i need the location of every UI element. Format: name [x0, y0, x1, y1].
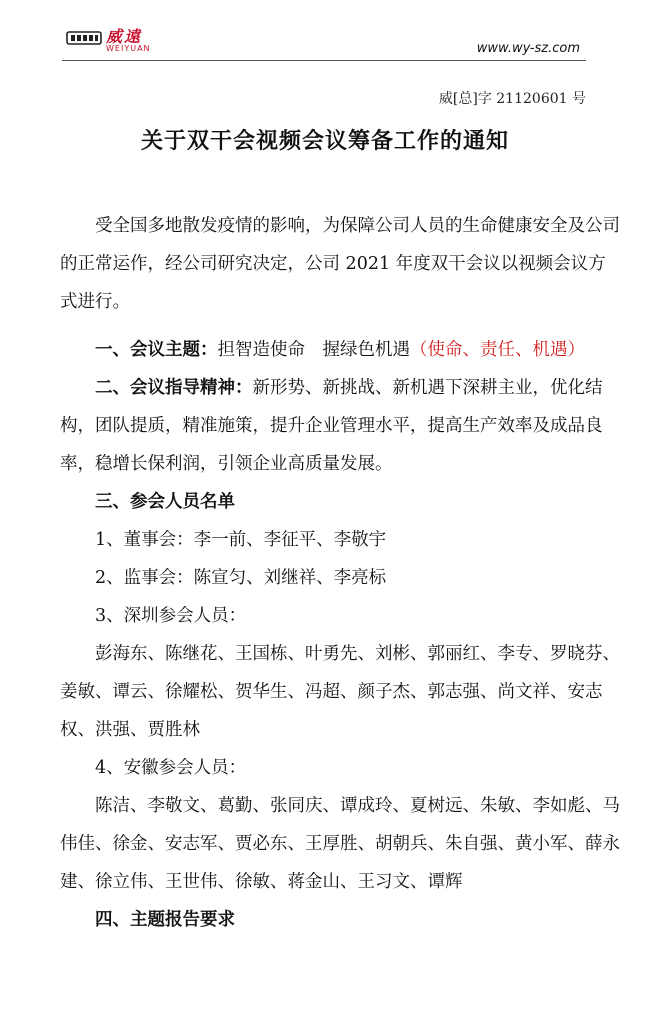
logo-chinese-text: 威遠 [106, 27, 143, 46]
section2-label: 二、会议指导精神： [95, 378, 253, 398]
supervisor-members: 2、监事会：陈宣匀、刘继祥、李亮标 [95, 568, 387, 588]
section4-heading: 四、主题报告要求 [95, 910, 235, 930]
header-divider [62, 60, 586, 61]
intro-paragraph: 受全国多地散发疫情的影响，为保障公司人员的生命健康安全及公司的正常运作，经公司研究决定，公司 2021 年度双干会议以视频会议方式进行。 [60, 216, 620, 312]
section-meeting-theme [60, 331, 620, 369]
weiyuan-logo-icon [66, 28, 102, 48]
logo-english-text: WEIYUAN [106, 44, 151, 53]
section1-text: 担智造使命 握绿色机遇 [217, 340, 410, 360]
anhui-label: 4、安徽参会人员： [95, 758, 247, 778]
anhui-names: 陈洁、李敬文、葛勤、张同庆、谭成玲、夏树远、朱敏、李如彪、马伟佳、徐金、安志军、贾必东、王厚胜、胡朝兵、朱自强、黄小军、薛永建、徐立伟、王世伟、徐敏、蒋金山、王习文、谭辉 [60, 796, 620, 892]
website-url: www.wy-sz.com [476, 41, 580, 56]
section1-highlight: （使命、责任、机遇） [410, 340, 585, 360]
section3-heading: 三、参会人员名单 [95, 492, 235, 512]
board-members: 1、董事会：李一前、李征平、李敬宇 [95, 530, 387, 550]
section1-label: 一、会议主题： [95, 340, 218, 360]
shenzhen-label: 3、深圳参会人员： [95, 606, 247, 626]
company-logo [66, 22, 176, 56]
document-title: 关于双干会视频会议筹备工作的通知 [140, 128, 509, 154]
section2-text: 新形势、新挑战、新机遇下深耕主业，优化结构，团队提质，精准施策，提升企业管理水平，提高生产效率及成品良率，稳增长保利润，引领企业高质量发展。 [60, 378, 603, 474]
document-body [60, 207, 620, 939]
section-guiding-spirit [60, 369, 620, 483]
page-header [0, 0, 650, 70]
document-number: 威[总]字 21120601 号 [438, 91, 586, 107]
shenzhen-names: 彭海东、陈继花、王国栋、叶勇先、刘彬、郭丽红、李专、罗晓芬、姜敏、谭云、徐耀松、贺华生、冯超、颜子杰、郭志强、尚文祥、安志权、洪强、贾胜林 [60, 644, 620, 740]
